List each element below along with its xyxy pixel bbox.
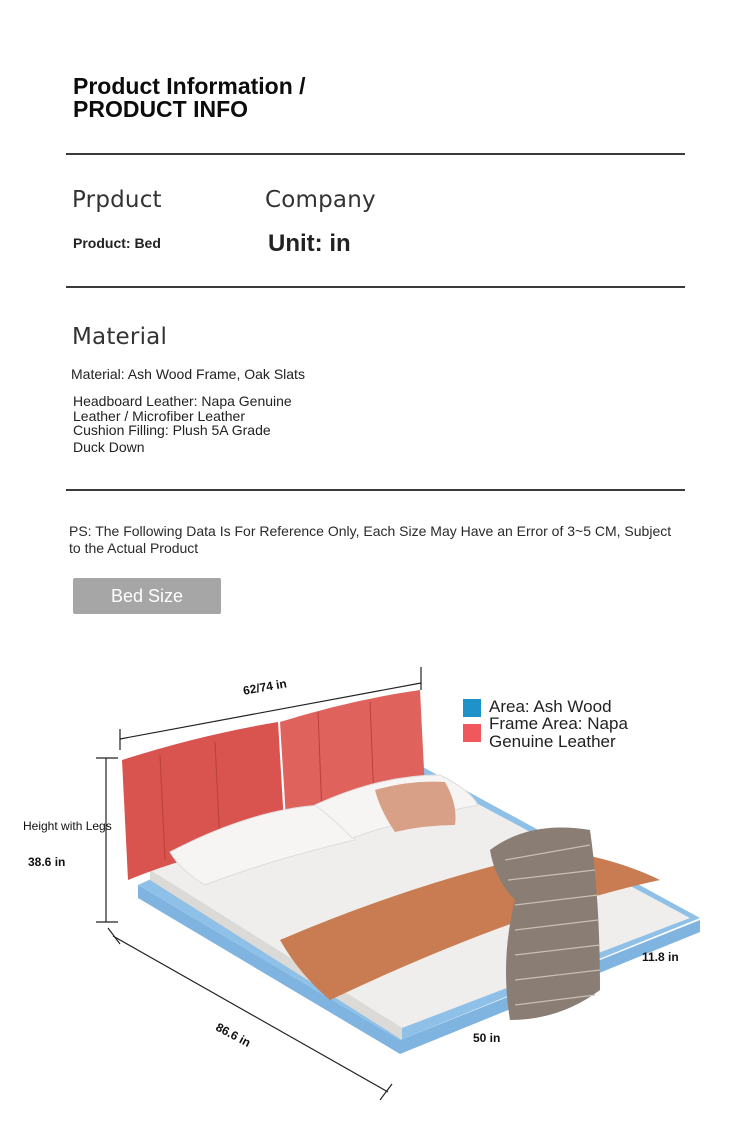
legend-label-leather-line2: Genuine Leather [489,732,616,751]
length-label: 86.6 in [213,1020,253,1050]
material-headboard-line1: Headboard Leather: Napa Genuine [73,393,292,409]
reference-note [69,523,719,557]
bed-illustration [0,640,750,1120]
unit-value: Unit: in [268,230,351,257]
legend-label-wood: Area: Ash Wood [489,697,612,716]
divider [66,286,685,288]
legend-label-leather-line1: Frame Area: Napa [489,714,628,733]
page-title-line2: PRODUCT INFO [73,96,249,122]
height-label: Height with Legs [23,819,112,833]
bed-size-button[interactable]: Bed Size [73,578,221,614]
page-title-line1: Product Information / [73,73,306,99]
top-width-label: 62/74 in [242,676,288,698]
reference-note-line1: PS: The Following Data Is For Reference Only, Each Size May Have an Error of 3~5 CM, Subject [69,523,672,539]
material-headboard-line2: Leather / Microfiber Leather [73,408,245,424]
red-swatch [463,724,481,742]
material-heading: Material [72,324,168,350]
product-value: Product: Bed [73,235,161,251]
frame-height-label: 11.8 in [642,950,679,964]
height-value: 38.6 in [28,855,66,869]
divider [66,489,685,491]
page-title [73,75,306,121]
company-heading: Company [265,187,376,213]
base-width-label: 50 in [473,1031,501,1045]
blue-swatch [463,699,481,717]
material-cushion-line2: Duck Down [73,439,145,455]
material-cushion-line1: Cushion Filling: Plush 5A Grade [73,422,271,438]
reference-note-line2: to the Actual Product [69,540,199,556]
divider [66,153,685,155]
material-frame: Material: Ash Wood Frame, Oak Slats [71,366,305,382]
product-heading: Prpduct [72,187,162,213]
